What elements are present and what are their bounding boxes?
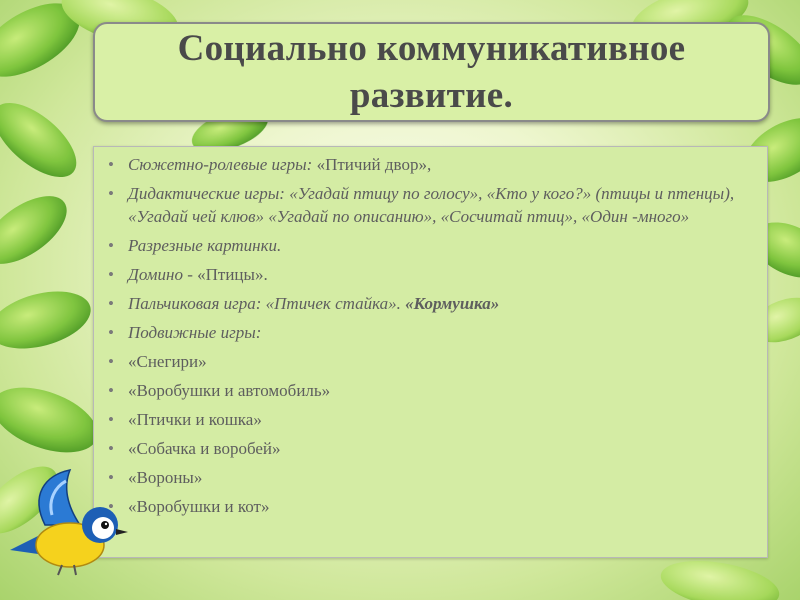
list-item: • Подвижные игры:	[106, 321, 746, 344]
list-item: • Дидактические игры: «Угадай птицу по голосу», «Кто у кого?» (птицы и птенцы), «Угадай чей клюв» «Угадай по описанию», «Сосчитай птиц», «Один -много»	[106, 182, 746, 228]
title-box	[93, 22, 770, 122]
list-item: • Пальчиковая игра: «Птичек стайка». «Кормушка»	[106, 292, 746, 315]
content-box	[93, 146, 768, 558]
bird-icon	[0, 455, 135, 580]
list-item: • «Воробушки и автомобиль»	[106, 379, 746, 402]
bullet-list	[106, 153, 746, 524]
title-line-1: Социально коммуникативное	[177, 28, 686, 69]
list-item: • «Птички и кошка»	[106, 408, 746, 431]
list-item: • «Собачка и воробей»	[106, 437, 746, 460]
list-item: • Разрезные картинки.	[106, 234, 746, 257]
page-title	[178, 25, 686, 119]
list-item: • Сюжетно-ролевые игры: «Птичий двор»,	[106, 153, 746, 176]
list-item: • «Воробушки и кот»	[106, 495, 746, 518]
list-item: • Домино - «Птицы».	[106, 263, 746, 286]
title-line-2: развитие.	[349, 75, 514, 116]
list-item: • «Снегири»	[106, 350, 746, 373]
list-item: • «Вороны»	[106, 466, 746, 489]
